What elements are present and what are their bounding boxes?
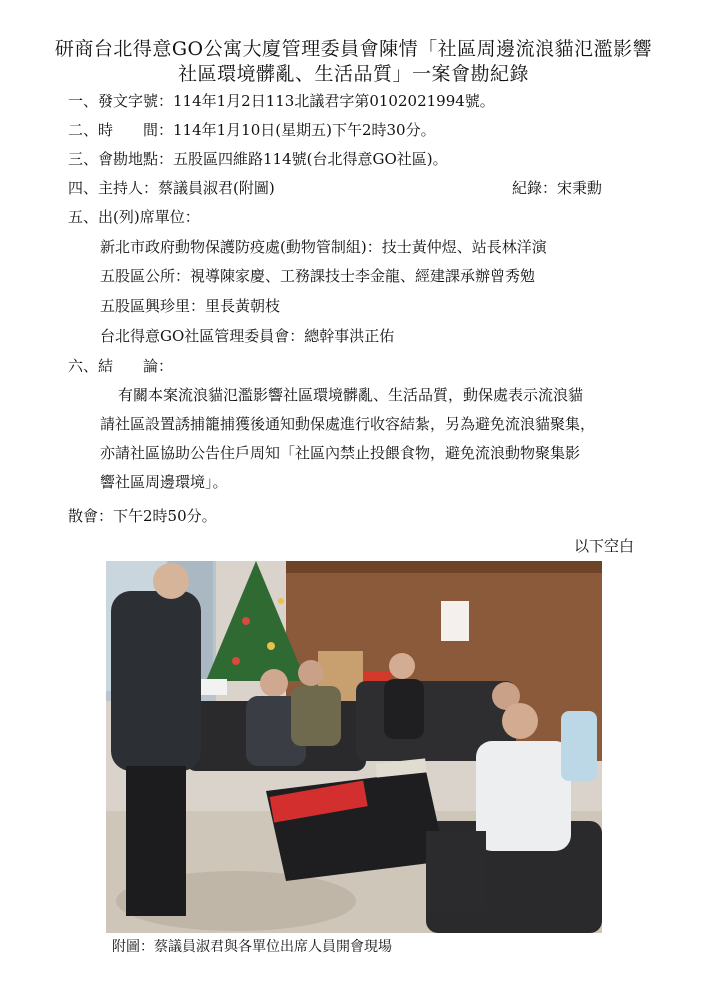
attendee-item: 五股區興珍里：里長黃朝枝 bbox=[100, 297, 281, 315]
end-note: 以下空白 bbox=[574, 537, 635, 555]
meeting-photo bbox=[106, 561, 602, 933]
doc-number: 一、發文字號：114年1月2日113北議君字第0102021994號。 bbox=[68, 92, 495, 110]
conclusion-text-line: 有關本案流浪貓氾濫影響社區環境髒亂、生活品質，動保處表示流浪貓 bbox=[118, 386, 584, 404]
meeting-time: 二、時 間：114年1月10日(星期五)下午2時30分。 bbox=[68, 121, 436, 139]
meeting-host: 四、主持人：蔡議員淑君(附圖) bbox=[68, 179, 275, 197]
conclusion-text-line: 響社區周邊環境」。 bbox=[100, 473, 228, 491]
meeting-place: 三、會勘地點：五股區四維路114號(台北得意GO社區)。 bbox=[68, 150, 448, 168]
document-title-line1: 研商台北得意GO公寓大廈管理委員會陳情「社區周邊流浪貓氾濫影響 bbox=[54, 38, 653, 60]
document-title-line2: 社區環境髒亂、生活品質」一案會勘紀錄 bbox=[177, 63, 529, 85]
attendees-heading: 五、出(列)席單位： bbox=[68, 208, 200, 226]
attendee-item: 新北市政府動物保護防疫處(動物管制組)：技士黃仲煜、站長林洋演 bbox=[100, 238, 547, 256]
conclusion-heading: 六、結 論： bbox=[68, 357, 174, 375]
attendee-item: 台北得意GO社區管理委員會：總幹事洪正佑 bbox=[100, 327, 395, 345]
conclusion-text-line: 亦請社區協助公告住戶周知「社區內禁止投餵食物，避免流浪動物聚集影 bbox=[100, 444, 581, 462]
photo-caption: 附圖：蔡議員淑君與各單位出席人員開會現場 bbox=[112, 939, 392, 955]
meeting-recorder: 紀錄：宋秉勳 bbox=[512, 179, 603, 197]
attendee-item: 五股區公所：視導陳家慶、工務課技士李金龍、經建課承辦曾秀勉 bbox=[100, 267, 536, 285]
adjournment: 散會：下午2時50分。 bbox=[68, 507, 217, 525]
conclusion-text-line: 請社區設置誘捕籠捕獲後通知動保處進行收容結紮，另為避免流浪貓聚集， bbox=[100, 415, 596, 433]
